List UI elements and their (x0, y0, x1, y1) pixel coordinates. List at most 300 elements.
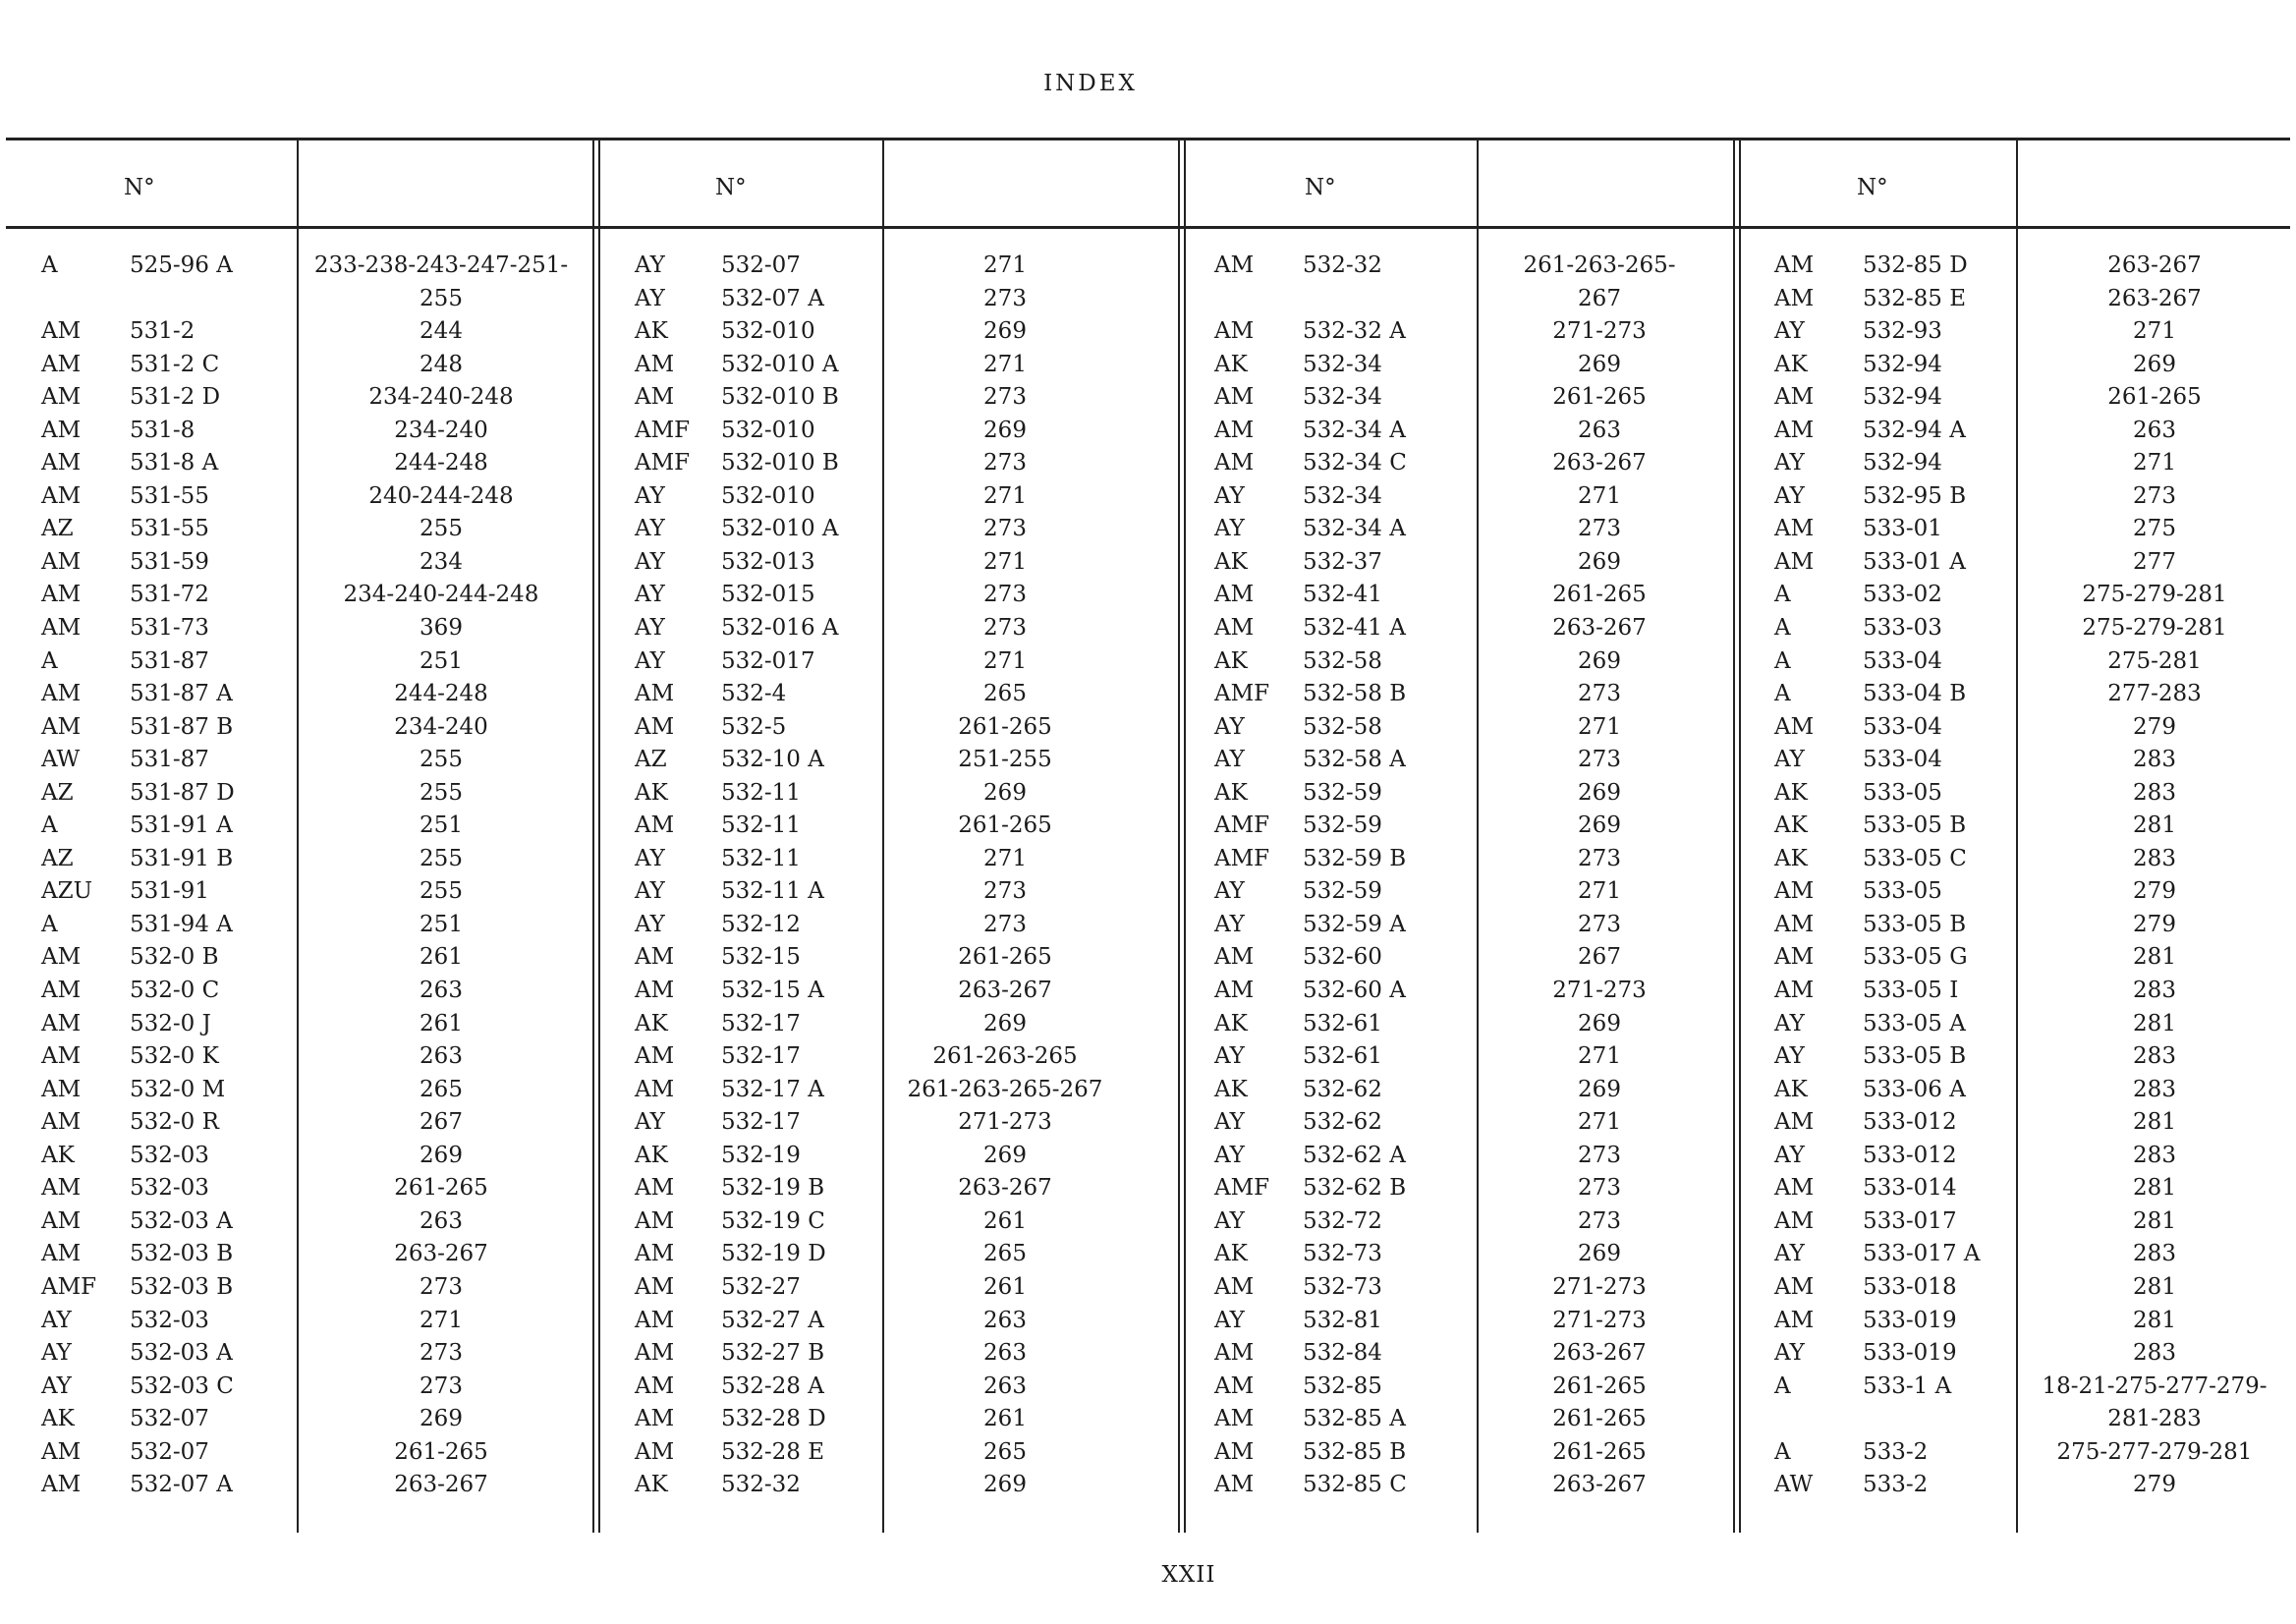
pages-cell: 271-273 (958, 1109, 1052, 1136)
code-cell: 533-05 A (1863, 1010, 1966, 1036)
pages-cell: 261 (420, 1010, 463, 1036)
prefix-cell: AY (635, 482, 665, 509)
pages-cell: 271 (1578, 713, 1621, 740)
prefix-cell: AM (1774, 285, 1815, 311)
pages-cell: 261 (983, 1406, 1027, 1432)
pages-cell: 271-273 (1552, 978, 1647, 1004)
prefix-cell: AK (1774, 1076, 1808, 1102)
pages-cell: 273 (1578, 516, 1621, 542)
code-cell: 532-07 (130, 1406, 209, 1432)
code-cell: 533-014 (1863, 1175, 1957, 1202)
pages-cell: 283 (2133, 1340, 2176, 1367)
prefix-cell: AM (635, 1372, 675, 1399)
code-cell: 533-017 A (1863, 1241, 1981, 1267)
table-row (6, 513, 2290, 546)
code-cell: 533-019 (1863, 1340, 1957, 1367)
pages-cell: 275-279-281 (2082, 582, 2227, 608)
table-row (6, 480, 2290, 514)
code-cell: 532-62 (1303, 1076, 1382, 1102)
prefix-cell: AK (1214, 548, 1248, 575)
pages-cell: 261-265 (958, 944, 1052, 971)
pages-cell: 265 (983, 681, 1027, 707)
pages-cell: 267 (420, 1109, 463, 1136)
code-cell: 532-19 (721, 1142, 801, 1168)
code-cell: 532-32 (1303, 252, 1382, 278)
pages-cell: 369 (420, 615, 463, 642)
prefix-cell: AMF (1214, 681, 1270, 707)
pages-cell: 234-240-244-248 (343, 582, 539, 608)
pages-cell: 263 (983, 1307, 1027, 1333)
prefix-cell: AM (635, 1406, 675, 1432)
pages-cell: 271 (1578, 482, 1621, 509)
code-cell: 532-73 (1303, 1241, 1382, 1267)
code-cell: 532-03 (130, 1142, 209, 1168)
pages-cell: 263-267 (1552, 1340, 1647, 1367)
prefix-cell: AM (1214, 582, 1255, 608)
pages-cell: 281 (2133, 1109, 2176, 1136)
pages-cell: 251 (420, 911, 463, 937)
code-cell: 533-05 G (1863, 944, 1968, 971)
prefix-cell: AM (41, 944, 82, 971)
pages-cell: 269 (1578, 1241, 1621, 1267)
code-cell: 532-013 (721, 548, 815, 575)
pages-cell: 283 (2133, 1043, 2176, 1070)
prefix-cell: AM (1214, 1340, 1255, 1367)
code-cell: 532-28 E (721, 1438, 825, 1465)
prefix-cell: AY (41, 1372, 72, 1399)
prefix-cell: AM (1774, 1109, 1815, 1136)
code-cell: 532-12 (721, 911, 801, 937)
prefix-cell: AM (41, 1438, 82, 1465)
pages-cell: 263-267 (2107, 252, 2202, 278)
table-row (6, 678, 2290, 711)
pages-cell: 261-263-265-267 (907, 1076, 1103, 1102)
prefix-cell: AM (1774, 516, 1815, 542)
pages-cell: 18-21-275-277-279- (2042, 1372, 2268, 1399)
table-row (6, 1238, 2290, 1271)
table-row (6, 711, 2290, 745)
prefix-cell: AZ (41, 779, 74, 806)
prefix-cell: AMF (41, 1273, 97, 1300)
code-cell: 531-55 (130, 516, 209, 542)
prefix-cell: AY (635, 285, 665, 311)
table-row (6, 283, 2290, 316)
pages-cell: 271 (983, 647, 1027, 674)
prefix-cell: AK (1214, 1076, 1248, 1102)
table-row (6, 1074, 2290, 1107)
pages-cell: 269 (983, 1472, 1027, 1498)
code-cell: 532-015 (721, 582, 815, 608)
pages-cell: 263 (420, 1043, 463, 1070)
pages-cell: 244-248 (394, 681, 488, 707)
pages-cell: 271 (983, 845, 1027, 871)
code-cell: 533-05 B (1863, 1043, 1967, 1070)
prefix-cell: AM (1774, 384, 1815, 411)
prefix-cell: AM (1214, 1472, 1255, 1498)
code-cell: 532-59 A (1303, 911, 1406, 937)
code-cell: 532-03 (130, 1175, 209, 1202)
prefix-cell: AM (41, 351, 82, 377)
table-row (6, 1040, 2290, 1074)
pages-cell: 281 (2133, 1010, 2176, 1036)
prefix-cell: AM (1774, 944, 1815, 971)
code-cell: 533-018 (1863, 1273, 1957, 1300)
pages-cell: 273 (420, 1273, 463, 1300)
code-cell: 533-05 B (1863, 812, 1967, 839)
pages-cell: 251 (420, 647, 463, 674)
pages-cell: 277-283 (2107, 681, 2202, 707)
code-cell: 532-85 B (1303, 1438, 1407, 1465)
pages-cell: 255 (420, 516, 463, 542)
code-cell: 532-93 (1863, 318, 1942, 345)
pages-cell: 261-263-265- (1523, 252, 1676, 278)
prefix-cell: AY (635, 548, 665, 575)
pages-cell: 269 (983, 1010, 1027, 1036)
pages-cell: 263-267 (1552, 1472, 1647, 1498)
pages-cell: 269 (1578, 351, 1621, 377)
pages-cell: 263 (983, 1372, 1027, 1399)
code-cell: 532-4 (721, 681, 787, 707)
pages-cell: 261-265 (394, 1438, 488, 1465)
prefix-cell: AY (1774, 1010, 1805, 1036)
pages-cell: 273 (983, 911, 1027, 937)
code-cell: 533-2 (1863, 1438, 1929, 1465)
code-cell: 532-34 A (1303, 516, 1406, 542)
prefix-cell: AM (635, 1340, 675, 1367)
index-table (6, 138, 2290, 1533)
table-row (6, 1403, 2290, 1436)
code-cell: 532-17 (721, 1010, 801, 1036)
prefix-cell: AY (1214, 1043, 1245, 1070)
pages-cell: 261-265 (958, 812, 1052, 839)
pages-cell: 273 (2133, 482, 2176, 509)
code-cell: 532-72 (1303, 1207, 1382, 1234)
pages-cell: 269 (2133, 351, 2176, 377)
code-cell: 531-2 D (130, 384, 221, 411)
table-row (6, 579, 2290, 612)
prefix-cell: AM (1214, 615, 1255, 642)
pages-cell: 269 (1578, 1010, 1621, 1036)
code-cell: 532-28 A (721, 1372, 824, 1399)
code-cell: 532-85 C (1303, 1472, 1407, 1498)
code-cell: 532-010 (721, 318, 815, 345)
prefix-cell: AM (635, 812, 675, 839)
prefix-cell: AM (41, 1076, 82, 1102)
code-cell: 532-94 (1863, 384, 1942, 411)
code-cell: 533-05 I (1863, 978, 1959, 1004)
pages-cell: 281 (2133, 1307, 2176, 1333)
table-row (6, 777, 2290, 811)
prefix-cell: AM (635, 351, 675, 377)
pages-cell: 267 (1578, 285, 1621, 311)
code-cell: 533-04 (1863, 747, 1942, 773)
code-cell: 532-60 (1303, 944, 1382, 971)
prefix-cell: A (1774, 1438, 1791, 1465)
table-row (6, 1205, 2290, 1239)
pages-cell: 271-273 (1552, 1273, 1647, 1300)
prefix-cell: AM (635, 1273, 675, 1300)
prefix-cell: AM (41, 1207, 82, 1234)
prefix-cell: A (41, 252, 58, 278)
pages-cell: 273 (1578, 747, 1621, 773)
code-cell: 532-34 (1303, 351, 1382, 377)
code-cell: 532-62 (1303, 1109, 1382, 1136)
prefix-cell: AM (41, 450, 82, 476)
pages-cell: 271 (983, 252, 1027, 278)
pages-cell: 255 (420, 747, 463, 773)
pages-cell: 261-265 (1552, 384, 1647, 411)
pages-cell: 281-283 (2107, 1406, 2202, 1432)
code-cell: 531-87 (130, 747, 209, 773)
prefix-cell: AM (41, 681, 82, 707)
code-cell: 531-55 (130, 482, 209, 509)
prefix-cell: AM (635, 1307, 675, 1333)
prefix-cell: AMF (635, 450, 691, 476)
code-cell: 532-0 R (130, 1109, 219, 1136)
code-cell: 532-95 B (1863, 482, 1967, 509)
prefix-cell: AM (1214, 450, 1255, 476)
prefix-cell: AY (1214, 747, 1245, 773)
prefix-cell: AY (1214, 713, 1245, 740)
prefix-cell: AY (1214, 1307, 1245, 1333)
pages-cell: 273 (1578, 1207, 1621, 1234)
table-row (6, 1008, 2290, 1041)
prefix-cell: AW (41, 747, 81, 773)
pages-cell: 273 (983, 450, 1027, 476)
prefix-cell: AK (1214, 779, 1248, 806)
prefix-cell: A (41, 812, 58, 839)
code-cell: 532-19 C (721, 1207, 825, 1234)
prefix-cell: AZ (41, 845, 74, 871)
table-row (6, 909, 2290, 942)
prefix-cell: AZ (635, 747, 667, 773)
code-cell: 532-07 (130, 1438, 209, 1465)
table-row (6, 744, 2290, 777)
code-cell: 532-03 A (130, 1207, 233, 1234)
prefix-cell: AM (635, 978, 675, 1004)
prefix-cell: AM (1774, 713, 1815, 740)
code-cell: 531-87 A (130, 681, 233, 707)
prefix-cell: AM (41, 978, 82, 1004)
table-row (6, 1469, 2290, 1502)
code-cell: 531-73 (130, 615, 209, 642)
prefix-cell: AM (41, 1043, 82, 1070)
code-cell: 532-41 (1303, 582, 1382, 608)
code-cell: 531-72 (130, 582, 209, 608)
code-cell: 533-01 (1863, 516, 1942, 542)
table-row (6, 975, 2290, 1008)
prefix-cell: AM (1214, 1438, 1255, 1465)
code-cell: 532-27 A (721, 1307, 824, 1333)
pages-cell: 271 (1578, 1109, 1621, 1136)
pages-cell: 234-240 (394, 417, 488, 443)
pages-cell: 269 (420, 1142, 463, 1168)
code-cell: 532-59 B (1303, 845, 1407, 871)
code-cell: 533-05 C (1863, 845, 1967, 871)
table-row (6, 810, 2290, 843)
pages-cell: 275-279-281 (2082, 615, 2227, 642)
prefix-cell: AM (635, 1241, 675, 1267)
code-cell: 533-012 (1863, 1142, 1957, 1168)
prefix-cell: A (1774, 582, 1791, 608)
code-cell: 533-2 (1863, 1472, 1929, 1498)
pages-cell: 234 (420, 548, 463, 575)
pages-cell: 283 (2133, 1142, 2176, 1168)
code-cell: 532-11 (721, 812, 801, 839)
prefix-cell: AY (635, 911, 665, 937)
pages-cell: 281 (2133, 1175, 2176, 1202)
prefix-cell: AM (1774, 978, 1815, 1004)
code-cell: 532-03 B (130, 1273, 234, 1300)
code-cell: 532-94 (1863, 450, 1942, 476)
prefix-cell: AY (1774, 1340, 1805, 1367)
code-cell: 532-07 A (130, 1472, 233, 1498)
code-cell: 533-06 A (1863, 1076, 1966, 1102)
prefix-cell: AY (1214, 1109, 1245, 1136)
pages-cell: 273 (420, 1372, 463, 1399)
code-cell: 532-58 A (1303, 747, 1406, 773)
code-cell: 532-73 (1303, 1273, 1382, 1300)
table-top-rule (6, 138, 2290, 140)
prefix-cell: AY (635, 615, 665, 642)
prefix-cell: A (41, 647, 58, 674)
prefix-cell: AM (635, 384, 675, 411)
prefix-cell: AK (1214, 351, 1248, 377)
prefix-cell: AY (41, 1307, 72, 1333)
pages-cell: 281 (2133, 1207, 2176, 1234)
pages-cell: 261-265 (1552, 1406, 1647, 1432)
index-section-4 (6, 250, 2290, 1502)
pages-cell: 273 (1578, 911, 1621, 937)
code-cell: 533-03 (1863, 615, 1942, 642)
code-cell: 532-010 A (721, 351, 839, 377)
prefix-cell: AY (1774, 1043, 1805, 1070)
code-cell: 532-62 A (1303, 1142, 1406, 1168)
pages-cell: 271 (983, 351, 1027, 377)
pages-cell: 271 (983, 482, 1027, 509)
pages-cell: 271 (1578, 1043, 1621, 1070)
code-cell: 532-10 A (721, 747, 824, 773)
code-cell: 532-11 (721, 845, 801, 871)
prefix-cell: AMF (635, 417, 691, 443)
code-cell: 532-61 (1303, 1043, 1382, 1070)
column-header-no-1: N° (124, 175, 155, 200)
prefix-cell: AM (635, 681, 675, 707)
pages-cell: 263-267 (958, 978, 1052, 1004)
pages-cell: 273 (420, 1340, 463, 1367)
prefix-cell: AMF (1214, 812, 1270, 839)
prefix-cell: AM (41, 482, 82, 509)
table-row (6, 1337, 2290, 1371)
table-row (6, 1140, 2290, 1173)
code-cell: 532-010 B (721, 384, 839, 411)
code-cell: 531-94 A (130, 911, 233, 937)
pages-cell: 283 (2133, 1241, 2176, 1267)
prefix-cell: AY (1774, 482, 1805, 509)
code-cell: 532-17 (721, 1109, 801, 1136)
pages-cell: 273 (983, 384, 1027, 411)
code-cell: 531-87 (130, 647, 209, 674)
code-cell: 532-17 (721, 1043, 801, 1070)
code-cell: 533-02 (1863, 582, 1942, 608)
code-cell: 531-2 (130, 318, 196, 345)
code-cell: 532-19 B (721, 1175, 825, 1202)
pages-cell: 234-240 (394, 713, 488, 740)
prefix-cell: AM (1214, 1372, 1255, 1399)
prefix-cell: AK (635, 318, 668, 345)
code-cell: 532-61 (1303, 1010, 1382, 1036)
pages-cell: 267 (1578, 944, 1621, 971)
pages-cell: 283 (2133, 779, 2176, 806)
pages-cell: 240-244-248 (368, 482, 514, 509)
table-row (6, 381, 2290, 415)
code-cell: 532-59 (1303, 812, 1382, 839)
pages-cell: 263 (2133, 417, 2176, 443)
prefix-cell: AY (41, 1340, 72, 1367)
pages-cell: 269 (1578, 1076, 1621, 1102)
prefix-cell: A (41, 911, 58, 937)
pages-cell: 261-263-265 (932, 1043, 1078, 1070)
code-cell: 533-04 B (1863, 681, 1967, 707)
table-row (6, 612, 2290, 645)
code-cell: 533-05 (1863, 779, 1942, 806)
code-cell: 532-19 D (721, 1241, 826, 1267)
pages-cell: 273 (1578, 845, 1621, 871)
code-cell: 532-010 B (721, 450, 839, 476)
header-bottom-rule (6, 226, 2290, 229)
table-row (6, 1106, 2290, 1140)
code-cell: 532-34 A (1303, 417, 1406, 443)
code-cell: 531-2 C (130, 351, 220, 377)
pages-cell: 269 (1578, 779, 1621, 806)
code-cell: 531-91 (130, 878, 209, 905)
pages-cell: 255 (420, 845, 463, 871)
prefix-cell: AK (41, 1406, 75, 1432)
code-cell: 533-04 (1863, 713, 1942, 740)
prefix-cell: AM (635, 1207, 675, 1234)
table-row (6, 1172, 2290, 1205)
code-cell: 532-017 (721, 647, 815, 674)
pages-cell: 265 (420, 1076, 463, 1102)
pages-cell: 271 (2133, 318, 2176, 345)
prefix-cell: A (1774, 615, 1791, 642)
code-cell: 531-8 (130, 417, 196, 443)
code-cell: 533-01 A (1863, 548, 1966, 575)
pages-cell: 248 (420, 351, 463, 377)
prefix-cell: AM (1214, 1273, 1255, 1300)
code-cell: 532-03 A (130, 1340, 233, 1367)
table-row (6, 1436, 2290, 1470)
prefix-cell: AK (635, 1010, 668, 1036)
table-row (6, 315, 2290, 349)
code-cell: 532-03 (130, 1307, 209, 1333)
pages-cell: 261 (420, 944, 463, 971)
pages-cell: 263-267 (394, 1472, 488, 1498)
code-cell: 532-17 A (721, 1076, 824, 1102)
prefix-cell: AM (1214, 944, 1255, 971)
code-cell: 532-59 (1303, 878, 1382, 905)
code-cell: 532-85 E (1863, 285, 1967, 311)
code-cell: 532-94 A (1863, 417, 1966, 443)
pages-cell: 263 (420, 1207, 463, 1234)
code-cell: 531-87 B (130, 713, 234, 740)
code-cell: 532-15 A (721, 978, 824, 1004)
pages-cell: 269 (1578, 548, 1621, 575)
prefix-cell: AM (635, 1175, 675, 1202)
pages-cell: 283 (2133, 747, 2176, 773)
column-header-no-3: N° (1305, 175, 1336, 200)
code-cell: 532-07 A (721, 285, 824, 311)
